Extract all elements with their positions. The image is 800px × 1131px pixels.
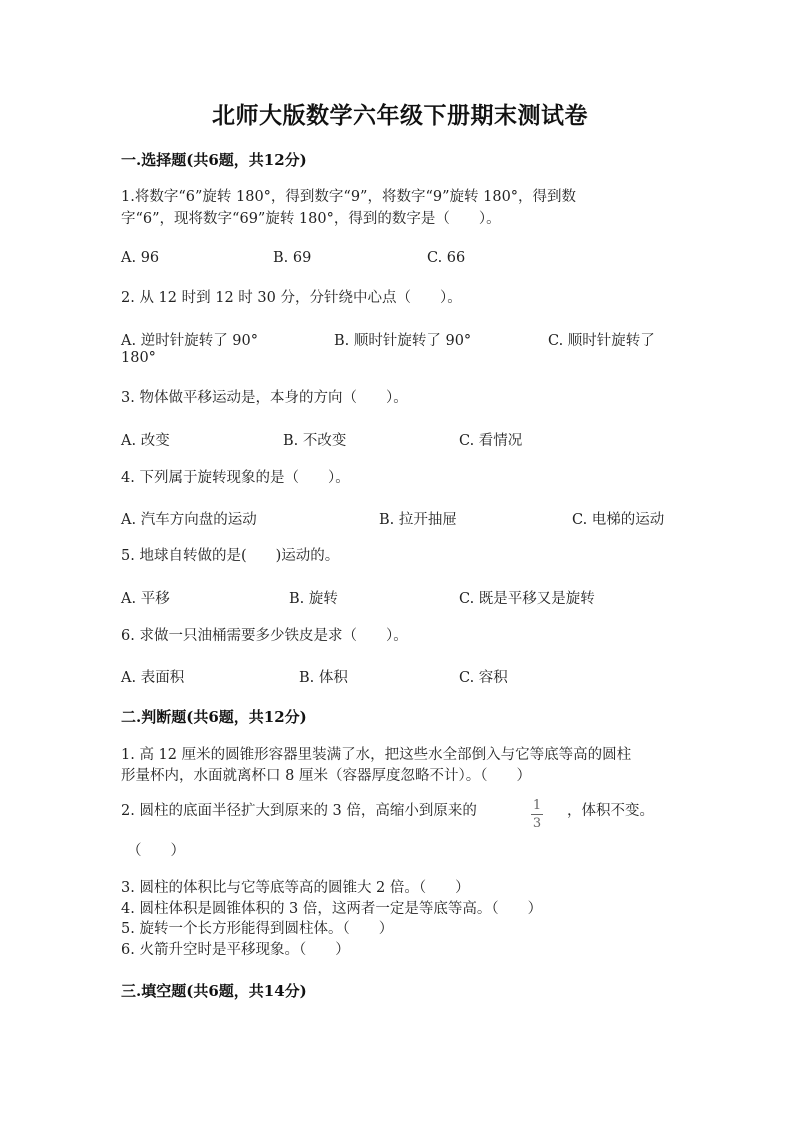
fraction-bar bbox=[531, 814, 543, 815]
judgement-answer-blank: （ ） bbox=[127, 843, 185, 859]
fraction-denominator: 3 bbox=[532, 816, 542, 831]
option-a: A. 平移 bbox=[121, 591, 170, 607]
section-heading-choice: 一.选择题(共6题，共12分) bbox=[121, 151, 307, 169]
question-text: 4. 下列属于旋转现象的是（ ）。 bbox=[121, 470, 350, 486]
judgement-item: 形量杯内，水面就离杯口 8 厘米（容器厚度忽略不计）。（ ） bbox=[121, 768, 531, 784]
option-a: A. 改变 bbox=[121, 433, 170, 449]
option-c: C. 既是平移又是旋转 bbox=[459, 591, 595, 607]
question-text: 6. 求做一只油桶需要多少铁皮是求（ ）。 bbox=[121, 628, 408, 644]
option-b: B. 69 bbox=[273, 250, 312, 266]
question-text: 2. 从 12 时到 12 时 30 分，分针绕中心点（ ）。 bbox=[121, 290, 462, 306]
fraction-numerator: 1 bbox=[532, 798, 542, 813]
option-c: C. 电梯的运动 bbox=[572, 512, 665, 528]
option-c: C. 顺时针旋转了 bbox=[548, 333, 655, 349]
judgement-item: 2. 圆柱的底面半径扩大到原来的 3 倍，高缩小到原来的 bbox=[121, 803, 477, 819]
option-c-continued: 180° bbox=[121, 350, 156, 366]
option-c: C. 66 bbox=[427, 250, 466, 266]
question-text: 3. 物体做平移运动是，本身的方向（ ）。 bbox=[121, 390, 408, 406]
judgement-item: 3. 圆柱的体积比与它等底等高的圆锥大 2 倍。（ ） bbox=[121, 880, 470, 896]
option-a: A. 汽车方向盘的运动 bbox=[121, 512, 257, 528]
option-b: B. 不改变 bbox=[283, 433, 347, 449]
judgement-item: 1. 高 12 厘米的圆锥形容器里装满了水，把这些水全部倒入与它等底等高的圆柱 bbox=[121, 747, 632, 763]
option-b: B. 拉开抽屉 bbox=[379, 512, 457, 528]
option-a: A. 表面积 bbox=[121, 670, 185, 686]
fraction-one-third bbox=[529, 798, 545, 831]
option-c: C. 容积 bbox=[459, 670, 508, 686]
option-b: B. 体积 bbox=[299, 670, 348, 686]
judgement-item: ，体积不变。 bbox=[567, 803, 654, 819]
page-title: 北师大版数学六年级下册期末测试卷 bbox=[212, 102, 588, 129]
option-a: A. 逆时针旋转了 90° bbox=[121, 333, 258, 349]
section-heading-fill-blank: 三.填空题(共6题，共14分) bbox=[121, 982, 307, 1000]
question-text: 1.将数字“6”旋转 180°，得到数字“9”，将数字“9”旋转 180°，得到数 bbox=[121, 189, 577, 205]
judgement-item: 5. 旋转一个长方形能得到圆柱体。（ ） bbox=[121, 921, 394, 937]
option-a: A. 96 bbox=[121, 250, 160, 266]
option-b: B. 顺时针旋转了 90° bbox=[334, 333, 472, 349]
section-heading-judgement: 二.判断题(共6题，共12分) bbox=[121, 708, 307, 726]
judgement-item: 4. 圆柱体积是圆锥体积的 3 倍，这两者一定是等底等高。（ ） bbox=[121, 901, 543, 917]
judgement-item: 6. 火箭升空时是平移现象。（ ） bbox=[121, 942, 350, 958]
question-text: 字“6”，现将数字“69”旋转 180°，得到的数字是（ ）。 bbox=[121, 211, 501, 227]
option-c: C. 看情况 bbox=[459, 433, 523, 449]
option-b: B. 旋转 bbox=[289, 591, 338, 607]
question-text: 5. 地球自转做的是( )运动的。 bbox=[121, 548, 340, 564]
